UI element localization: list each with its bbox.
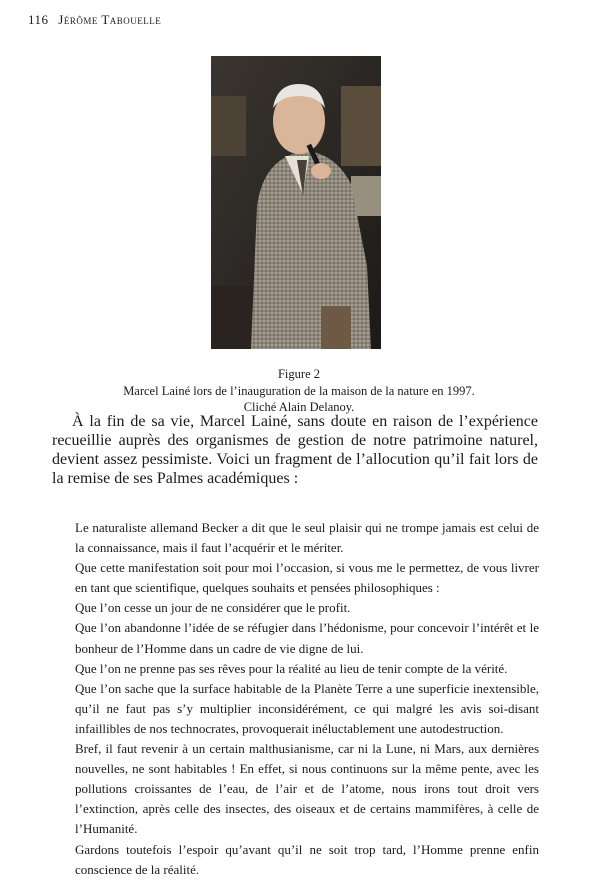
- running-header: [28, 12, 161, 28]
- figure-caption: [0, 366, 598, 416]
- page-number: 116: [28, 12, 49, 27]
- figure-photo: [211, 56, 381, 349]
- quote-paragraph: Que l’on abandonne l’idée de se réfugier dans l’hédonisme, pour concevoir l’intérêt et le bonheur de l’Homme dans un cadre de vie digne de lui.: [75, 620, 539, 656]
- quote-paragraph: Le naturaliste allemand Becker a dit que le seul plaisir qui ne trompe jamais est celui de la connaissance, mais il faut l’acquérir et le mériter.: [75, 520, 539, 556]
- quote-paragraph: Gardons toutefois l’espoir qu’avant qu’il ne soit trop tard, l’Homme prenne enfin conscience de la réalité.: [75, 841, 539, 877]
- photo-illustration: [211, 56, 381, 349]
- figure-label: Figure 2: [277, 367, 320, 381]
- body-text: [52, 412, 538, 488]
- speech-quote: [75, 518, 539, 880]
- quote-paragraph: Que l’on cesse un jour de ne considérer que le profit.: [75, 600, 351, 616]
- photo-credit: Cliché Alain Delanoy.: [243, 400, 355, 414]
- author-name: Jérôme Tabouelle: [58, 12, 162, 27]
- quote-paragraph: Que l’on ne prenne pas ses rêves pour la réalité au lieu de tenir compte de la vérité.: [75, 660, 508, 676]
- figure-caption-text: Marcel Lainé lors de l’inauguration de la maison de la nature en 1997.: [123, 383, 475, 398]
- quote-paragraph: Que l’on sache que la surface habitable de la Planète Terre a une superficie inextensible, qu’il ne faut pas s’y multiplier inconsidérément, ce qui malgré les avis soi-disant infaillibles de nos technocrates, provoquerait inéluctablement une autodestruction.: [75, 680, 539, 736]
- quote-paragraph: Bref, il faut revenir à un certain malthusianisme, car ni la Lune, ni Mars, aux dernières nouvelles, ne sont habitables ! En effet, si nous continuons sur la même pente, avec les pollutions croissantes de l’eau, de l’air et de l’atome, nous irons tout droit vers l’extinction, après celle des insectes, des oiseaux et de certains mammifères, à celle de l’Humanité.: [75, 741, 539, 837]
- quote-paragraph: Que cette manifestation soit pour moi l’occasion, si vous me le permettez, de vous livrer en tant que scientifique, quelques souhaits et pensées philosophiques :: [75, 560, 539, 596]
- body-paragraph: À la fin de sa vie, Marcel Lainé, sans doute en raison de l’expérience recueillie auprès des organismes de gestion de notre patrimoine naturel, devient assez pessimiste. Voici un fragment de l’allocution qu’il fait lors de la remise de ses Palmes académiques :: [52, 413, 538, 487]
